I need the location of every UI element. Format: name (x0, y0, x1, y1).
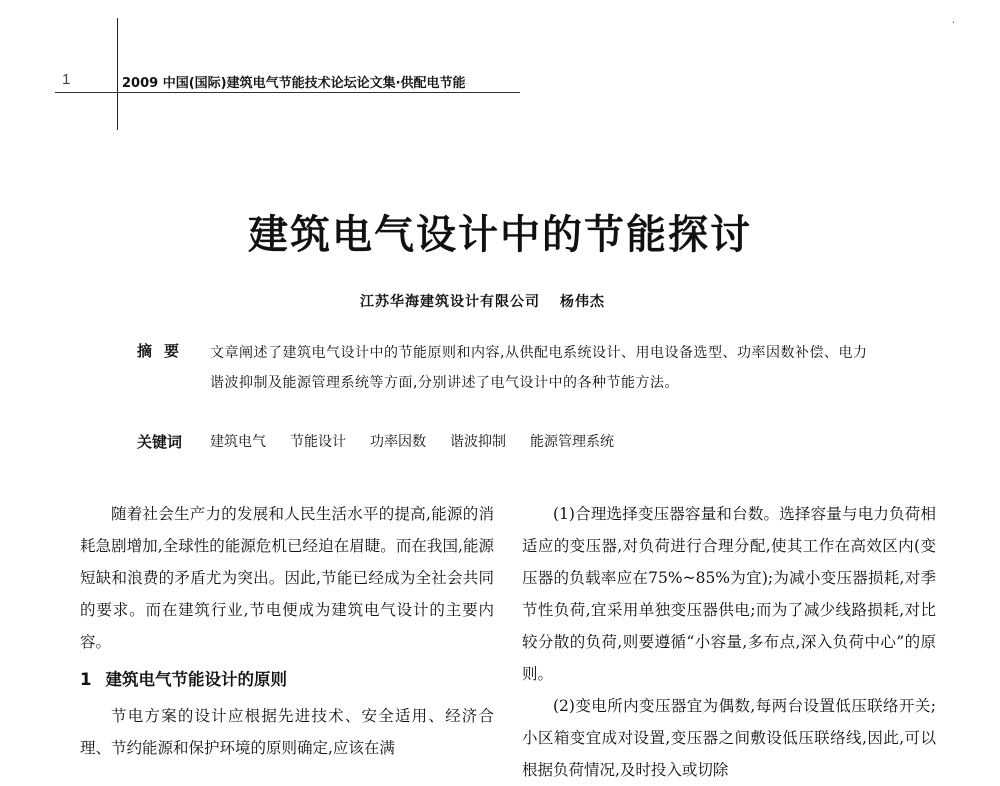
transformer-count-paragraph: (2)变电所内变压器宜为偶数,每两台设置低压联络开关;小区箱变宜成对设置,变压器之间敷设低压联络线,因此,可以根据负荷情况,及时投入或切除 (522, 697, 936, 779)
section-number: 1 (80, 670, 92, 689)
keyword-item: 建筑电气 (210, 434, 266, 450)
keyword-item: 节能设计 (290, 434, 346, 450)
affiliation: 江苏华海建筑设计有限公司 (360, 294, 540, 310)
header-horizontal-rule (55, 92, 520, 93)
section-heading (80, 664, 494, 696)
article-title: 建筑电气设计中的节能探讨 (248, 211, 752, 258)
keywords-label: 关键词 (137, 433, 183, 451)
header-vertical-rule (117, 18, 118, 130)
author-name: 杨伟杰 (560, 294, 605, 310)
abstract-text: 文章阐述了建筑电气设计中的节能原则和内容,从供配电系统设计、用电设备选型、功率因数补偿、电力谐波抑制及能源管理系统等方面,分别讲述了电气设计中的各种节能方法。 (210, 345, 868, 391)
keyword-item: 功率因数 (370, 434, 426, 450)
page-number: 1 (62, 71, 71, 88)
abstract-label: 摘要 (137, 342, 192, 360)
section-paragraph: 节电方案的设计应根据先进技术、安全适用、经济合理、节约能源和保护环境的原则确定,应该在满 (80, 707, 494, 757)
keyword-item: 谐波抑制 (450, 434, 506, 450)
keyword-item: 能源管理系统 (530, 434, 614, 450)
transformer-capacity-paragraph: (1)合理选择变压器容量和台数。选择容量与电力负荷相适应的变压器,对负荷进行合理分配,使其工作在高效区内(变压器的负载率应在75%~85%为宜);为减小变压器损耗,对季节性负荷,宜采用单独变压器供电;而为了减少线路损耗,对比较分散的负荷,则要遵循“小容量,多布点,深入负荷中心”的原则。 (522, 505, 936, 683)
author-line (360, 291, 605, 311)
right-column (522, 498, 936, 786)
corner-mark: · (952, 18, 956, 29)
intro-paragraph: 随着社会生产力的发展和人民生活水平的提高,能源的消耗急剧增加,全球性的能源危机已经迫在眉睫。而在我国,能源短缺和浪费的矛盾尤为突出。因此,节能已经成为全社会共同的要求。而在建筑行业,节电便成为建筑电气设计的主要内容。 (80, 505, 494, 651)
left-column (80, 498, 494, 764)
running-header-title: 2009 中国(国际)建筑电气节能技术论坛论文集·供配电节能 (122, 76, 466, 91)
section-title: 建筑电气节能设计的原则 (105, 670, 287, 689)
keywords-list (210, 431, 638, 451)
